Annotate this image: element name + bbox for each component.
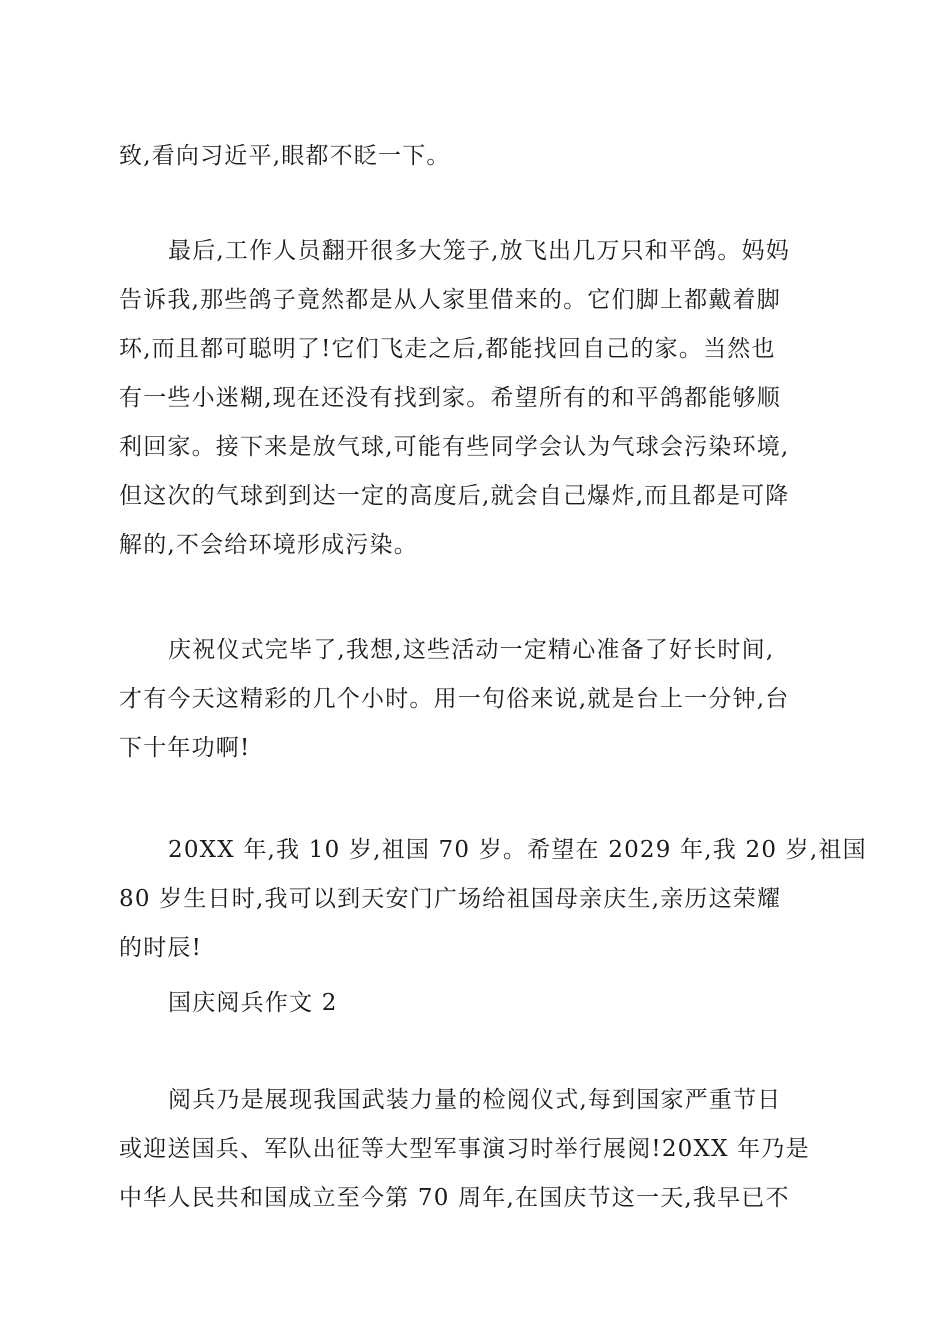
section-heading: 国庆阅兵作文 2	[168, 990, 338, 1016]
text-line: 的时辰!	[119, 935, 203, 961]
paragraph-first-line: 最后,工作人员翻开很多大笼子,放飞出几万只和平鸽。妈妈	[168, 238, 791, 264]
text-line: 下十年功啊!	[119, 735, 251, 761]
text-line: 但这次的气球到到达一定的高度后,就会自己爆炸,而且都是可降	[119, 483, 790, 509]
paragraph-first-line: 庆祝仪式完毕了,我想,这些活动一定精心准备了好长时间,	[168, 637, 775, 663]
paragraph-first-line: 阅兵乃是展现我国武装力量的检阅仪式,每到国家严重节日	[168, 1087, 782, 1113]
paragraph-first-line: 20XX 年,我 10 岁,祖国 70 岁。希望在 2029 年,我 20 岁,祖国	[168, 837, 867, 863]
text-line: 才有今天这精彩的几个小时。用一句俗来说,就是台上一分钟,台	[119, 686, 790, 712]
text-line: 或迎送国兵、军队出征等大型军事演习时举行展阅!20XX 年乃是	[119, 1136, 810, 1162]
text-line: 利回家。接下来是放气球,可能有些同学会认为气球会污染环境,	[119, 434, 790, 460]
text-line: 告诉我,那些鸽子竟然都是从人家里借来的。它们脚上都戴着脚	[119, 287, 781, 313]
text-line: 环,而且都可聪明了!它们飞走之后,都能找回自己的家。当然也	[119, 336, 776, 362]
text-line: 解的,不会给环境形成污染。	[119, 532, 418, 558]
text-line: 中华人民共和国成立至今第 70 周年,在国庆节这一天,我早已不	[119, 1185, 790, 1211]
text-line: 致,看向习近平,眼都不眨一下。	[119, 143, 451, 169]
text-line: 有一些小迷糊,现在还没有找到家。希望所有的和平鸽都能够顺	[119, 385, 781, 411]
text-line: 80 岁生日时,我可以到天安门广场给祖国母亲庆生,亲历这荣耀	[119, 886, 782, 912]
